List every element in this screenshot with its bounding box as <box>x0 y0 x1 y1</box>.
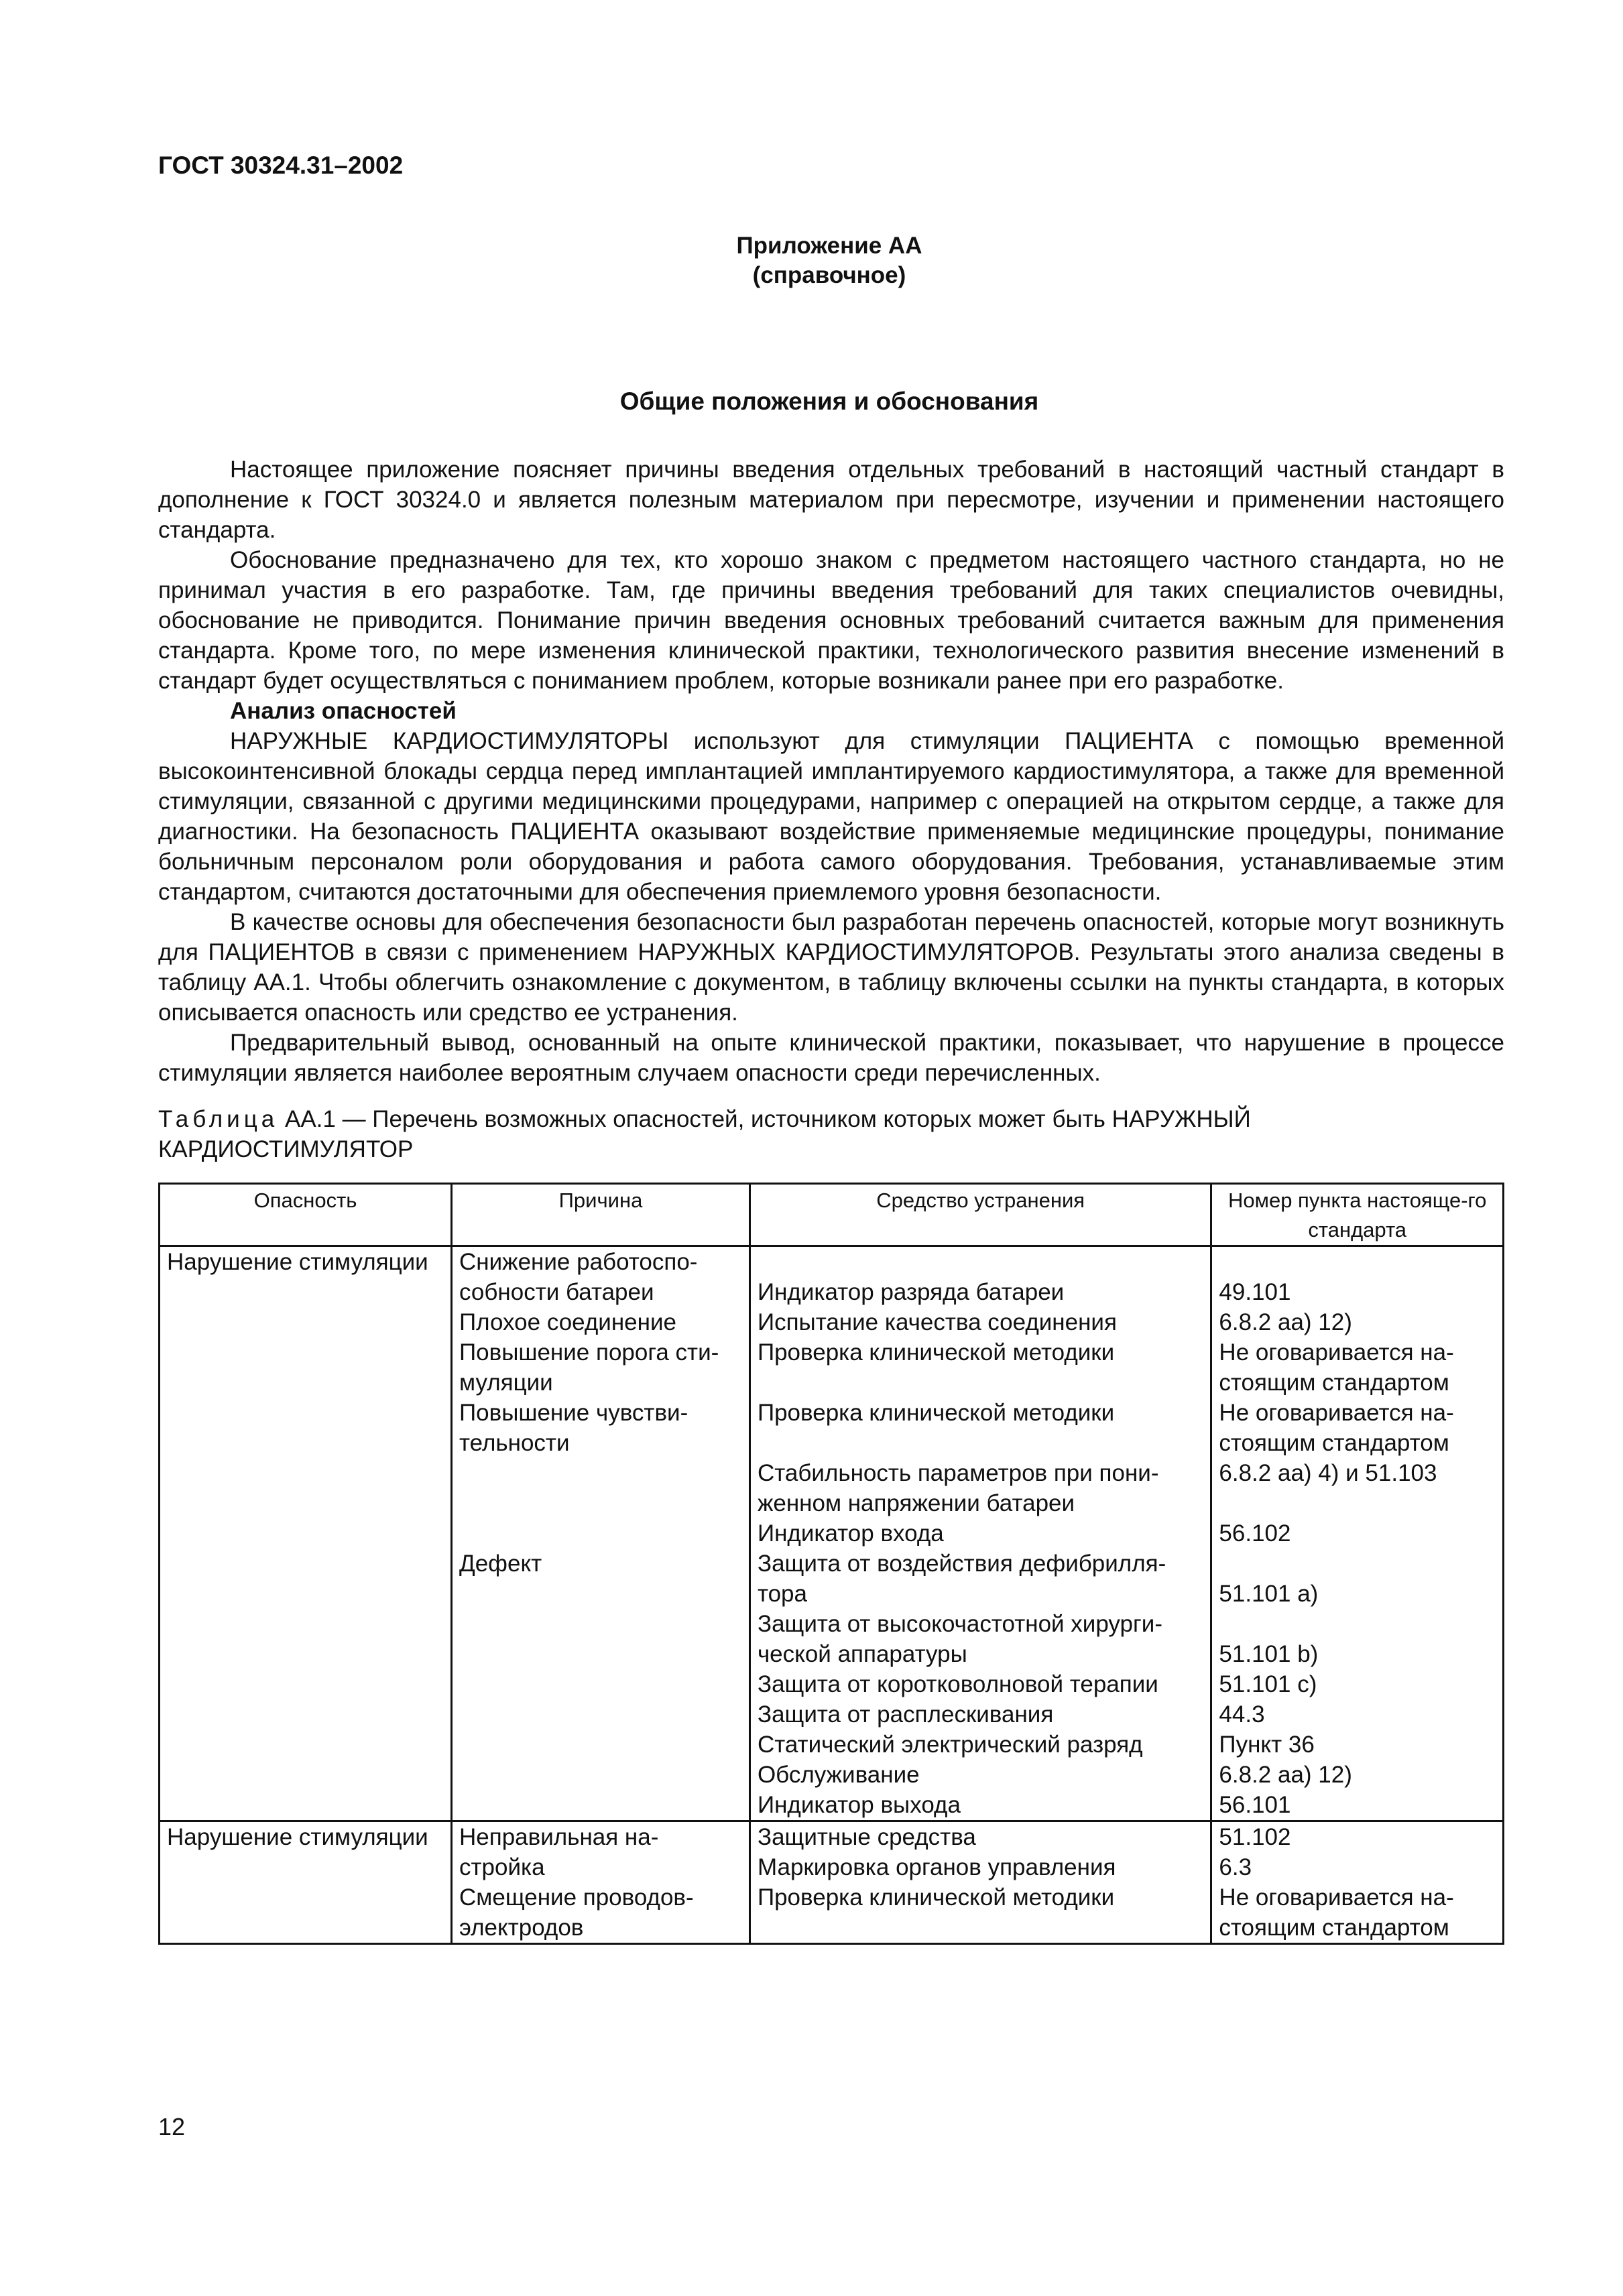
subheading-hazard-analysis: Анализ опасностей <box>230 698 457 724</box>
cell-remedy: ческой аппаратуры <box>749 1639 1211 1669</box>
paragraph-rationale: Обоснование предназначено для тех, кто хорошо знаком с предметом настоящего частного стандарта, но не принимал участия в его разработке. Там, где причины введения требований для таких специалистов очевидны, обоснование не приводится. Понимание причин введения основных требований считается важным для применения стандарта. Кроме того, по мере изменения клинической практики, технологического развития внесение изменений в стандарт будет осуществляться с пониманием проблем, которые возникали ранее при его разработке. <box>158 547 1504 694</box>
cell-hazard <box>160 1913 452 1944</box>
cell-hazard <box>160 1669 452 1699</box>
table-row <box>160 1337 1504 1368</box>
annex-title: Приложение АА <box>736 233 922 259</box>
annex-status: (справочное) <box>752 262 906 288</box>
table-row <box>160 1852 1504 1882</box>
cell-hazard <box>160 1368 452 1398</box>
table-row <box>160 1639 1504 1669</box>
cell-remedy: Маркировка органов управления <box>749 1852 1211 1882</box>
cell-hazard <box>160 1518 452 1549</box>
cell-cause: Снижение работоспо- <box>452 1246 750 1278</box>
table-row <box>160 1488 1504 1518</box>
table-row <box>160 1549 1504 1579</box>
page-header: ГОСТ 30324.31–2002 <box>158 152 404 179</box>
cell-remedy: Проверка клинической методики <box>749 1337 1211 1368</box>
cell-remedy: Защита от воздействия дефибрилля- <box>749 1549 1211 1579</box>
cell-hazard: Нарушение стимуляции <box>160 1821 452 1853</box>
cell-clause: стоящим стандартом <box>1211 1368 1504 1398</box>
cell-cause: стройка <box>452 1852 750 1882</box>
cell-hazard <box>160 1852 452 1882</box>
cell-remedy: Индикатор выхода <box>749 1790 1211 1821</box>
table-row <box>160 1669 1504 1699</box>
cell-hazard <box>160 1882 452 1913</box>
cell-hazard <box>160 1337 452 1368</box>
table-row <box>160 1730 1504 1760</box>
cell-remedy: Стабильность параметров при пони- <box>749 1458 1211 1488</box>
table-row <box>160 1699 1504 1730</box>
cell-hazard <box>160 1307 452 1337</box>
cell-clause: 6.3 <box>1211 1852 1504 1882</box>
table-row <box>160 1913 1504 1944</box>
cell-cause <box>452 1669 750 1699</box>
cell-cause <box>452 1609 750 1639</box>
table-caption <box>158 1104 1504 1164</box>
cell-hazard <box>160 1488 452 1518</box>
cell-clause: 44.3 <box>1211 1699 1504 1730</box>
cell-remedy: тора <box>749 1579 1211 1609</box>
cell-clause: 56.101 <box>1211 1790 1504 1821</box>
cell-cause: Плохое соединение <box>452 1307 750 1337</box>
body-text <box>158 455 1504 1088</box>
cell-remedy: женном напряжении батареи <box>749 1488 1211 1518</box>
header-cause: Причина <box>452 1184 750 1246</box>
cell-cause <box>452 1639 750 1669</box>
cell-cause: Неправильная на- <box>452 1821 750 1853</box>
header-remedy: Средство устранения <box>749 1184 1211 1246</box>
cell-clause: Не оговаривается на- <box>1211 1398 1504 1428</box>
cell-remedy: Индикатор разряда батареи <box>749 1277 1211 1307</box>
cell-clause: Пункт 36 <box>1211 1730 1504 1760</box>
cell-clause: 56.102 <box>1211 1518 1504 1549</box>
cell-hazard <box>160 1549 452 1579</box>
cell-remedy <box>749 1368 1211 1398</box>
cell-cause <box>452 1488 750 1518</box>
cell-cause: собности батареи <box>452 1277 750 1307</box>
cell-hazard <box>160 1790 452 1821</box>
table-body <box>160 1246 1504 1944</box>
cell-clause: Не оговаривается на- <box>1211 1337 1504 1368</box>
cell-clause: 51.101 b) <box>1211 1639 1504 1669</box>
cell-remedy: Защита от высокочастотной хирурги- <box>749 1609 1211 1639</box>
cell-clause <box>1211 1246 1504 1278</box>
cell-remedy: Защитные средства <box>749 1821 1211 1853</box>
cell-clause: Не оговаривается на- <box>1211 1882 1504 1913</box>
cell-hazard <box>160 1760 452 1790</box>
table-row <box>160 1760 1504 1790</box>
paragraph-intro: Настоящее приложение поясняет причины введения отдельных требований в настоящий частный стандарт в дополнение к ГОСТ 30324.0 и является полезным материалом при пересмотре, изучении и применении настоящего стандарта. <box>158 457 1504 543</box>
cell-hazard <box>160 1398 452 1428</box>
table-row <box>160 1882 1504 1913</box>
hazards-table <box>158 1183 1504 1945</box>
cell-clause: 49.101 <box>1211 1277 1504 1307</box>
cell-clause: 51.101 c) <box>1211 1669 1504 1699</box>
cell-cause <box>452 1518 750 1549</box>
cell-hazard <box>160 1428 452 1458</box>
table-row <box>160 1790 1504 1821</box>
table-row <box>160 1518 1504 1549</box>
table-row <box>160 1821 1504 1853</box>
cell-remedy <box>749 1246 1211 1278</box>
table-caption-label: Таблица <box>158 1106 279 1132</box>
cell-hazard <box>160 1730 452 1760</box>
cell-hazard: Нарушение стимуляции <box>160 1246 452 1278</box>
cell-cause <box>452 1730 750 1760</box>
cell-clause <box>1211 1549 1504 1579</box>
cell-remedy: Статический электрический разряд <box>749 1730 1211 1760</box>
cell-cause <box>452 1790 750 1821</box>
header-hazard: Опасность <box>160 1184 452 1246</box>
cell-hazard <box>160 1699 452 1730</box>
paragraph-hazard-list: В качестве основы для обеспечения безопасности был разработан перечень опасностей, которые могут возникнуть для ПАЦИЕНТОВ в связи с применением НАРУЖНЫХ КАРДИОСТИМУЛЯТОРОВ. Результаты этого анализа сведены в таблицу АА.1. Чтобы облегчить ознакомление с документом, в таблицу включены ссылки на пункты стандарта, в которых описывается опасность или средство ее устранения. <box>158 909 1504 1026</box>
cell-cause: Смещение проводов- <box>452 1882 750 1913</box>
annex-heading <box>0 231 1623 290</box>
cell-hazard <box>160 1639 452 1669</box>
cell-cause <box>452 1458 750 1488</box>
cell-hazard <box>160 1458 452 1488</box>
cell-remedy: Защита от коротковолновой терапии <box>749 1669 1211 1699</box>
cell-cause: Повышение порога сти- <box>452 1337 750 1368</box>
cell-clause <box>1211 1488 1504 1518</box>
cell-clause: 6.8.2 аа) 12) <box>1211 1760 1504 1790</box>
cell-remedy: Испытание качества соединения <box>749 1307 1211 1337</box>
table-caption-text: АА.1 — Перечень возможных опасностей, источником которых может быть НАРУЖНЫЙ КАРДИОСТИМУЛЯТОР <box>158 1106 1251 1162</box>
table-row <box>160 1277 1504 1307</box>
table-row <box>160 1246 1504 1278</box>
cell-cause <box>452 1579 750 1609</box>
cell-clause: 6.8.2 аа) 12) <box>1211 1307 1504 1337</box>
section-title: Общие положения и обоснования <box>619 387 1039 415</box>
cell-clause: стоящим стандартом <box>1211 1428 1504 1458</box>
cell-clause: 51.102 <box>1211 1821 1504 1853</box>
cell-cause: Повышение чувстви- <box>452 1398 750 1428</box>
header-clause: Номер пункта настояще-го стандарта <box>1211 1184 1504 1246</box>
table-row <box>160 1368 1504 1398</box>
cell-hazard <box>160 1609 452 1639</box>
cell-cause: Дефект <box>452 1549 750 1579</box>
page-number: 12 <box>158 2113 186 2140</box>
cell-cause <box>452 1760 750 1790</box>
cell-cause <box>452 1699 750 1730</box>
table-row <box>160 1579 1504 1609</box>
table-row <box>160 1398 1504 1428</box>
paragraph-conclusion: Предварительный вывод, основанный на опыте клинической практики, показывает, что нарушение в процессе стимуляции является наиболее вероятным случаем опасности среди перечисленных. <box>158 1030 1504 1086</box>
cell-remedy: Обслуживание <box>749 1760 1211 1790</box>
cell-clause <box>1211 1609 1504 1639</box>
table-row <box>160 1307 1504 1337</box>
cell-remedy: Индикатор входа <box>749 1518 1211 1549</box>
cell-hazard <box>160 1579 452 1609</box>
cell-cause: муляции <box>452 1368 750 1398</box>
cell-cause: тельности <box>452 1428 750 1458</box>
table-row <box>160 1609 1504 1639</box>
cell-hazard <box>160 1277 452 1307</box>
table-row <box>160 1428 1504 1458</box>
paragraph-external-pacemakers: НАРУЖНЫЕ КАРДИОСТИМУЛЯТОРЫ используют для стимуляции ПАЦИЕНТА с помощью временной высокоинтенсивной блокады сердца перед имплантацией имплантируемого кардиостимулятора, а также для временной стимуляции, связанной с другими медицинскими процедурами, например с операцией на открытом сердце, а также для диагностики. На безопасность ПАЦИЕНТА оказывают воздействие применяемые медицинские процедуры, понимание больничным персоналом роли оборудования и работа самого оборудования. Требования, устанавливаемые этим стандартом, считаются достаточными для обеспечения приемлемого уровня безопасности. <box>158 728 1504 905</box>
cell-clause: стоящим стандартом <box>1211 1913 1504 1944</box>
cell-cause: электродов <box>452 1913 750 1944</box>
cell-clause: 6.8.2 аа) 4) и 51.103 <box>1211 1458 1504 1488</box>
cell-remedy: Защита от расплескивания <box>749 1699 1211 1730</box>
cell-remedy: Проверка клинической методики <box>749 1882 1211 1913</box>
cell-clause: 51.101 а) <box>1211 1579 1504 1609</box>
table-header-row <box>160 1184 1504 1246</box>
cell-remedy: Проверка клинической методики <box>749 1398 1211 1428</box>
cell-remedy <box>749 1428 1211 1458</box>
table-row <box>160 1458 1504 1488</box>
cell-remedy <box>749 1913 1211 1944</box>
